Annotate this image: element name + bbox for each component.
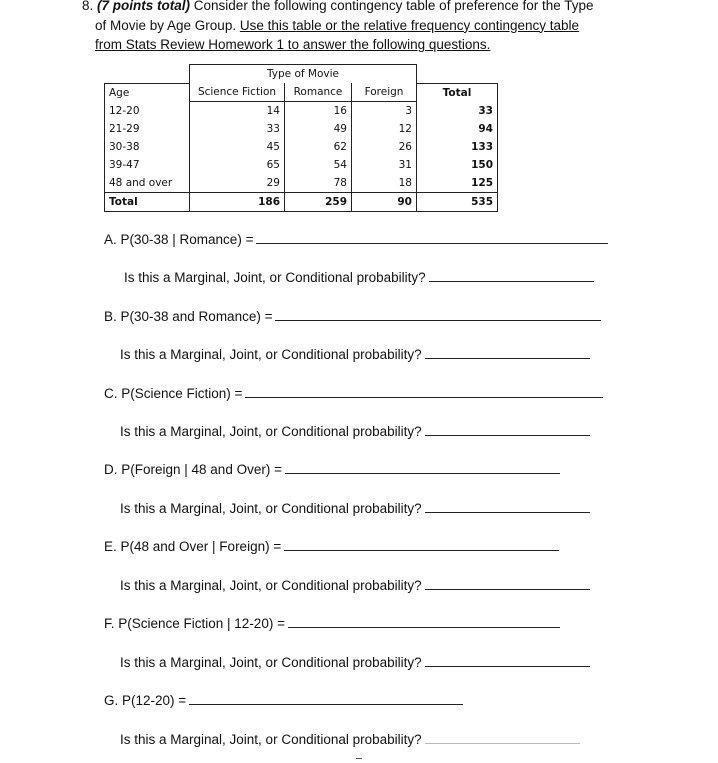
answer-blank-a[interactable] [256,231,608,244]
row-total-cell: 33 [417,102,498,121]
age-cell: 48 and over [105,174,190,193]
header-underlined-2: Use this table or the relative frequency contingency table [239,17,580,33]
question-g-text: G. P(12-20) = [104,693,187,708]
followup-f-text: Is this a Marginal, Joint, or Conditional probability? [120,655,422,670]
table-row [105,138,498,156]
value-cell: 54 [285,156,352,174]
question-d-text: D. P(Foreign | 48 and Over) = [104,462,282,477]
question-f [104,615,560,631]
value-cell: 45 [190,138,285,156]
header-line-3 [82,35,682,55]
row-total-cell: 94 [417,120,498,138]
value-cell: 18 [352,174,417,193]
col-header-foreign: Foreign [352,83,417,102]
value-cell: 33 [190,120,285,138]
answer-blank-e[interactable] [284,538,559,551]
value-cell: 12 [352,120,417,138]
age-cell: 30-38 [105,138,190,156]
age-cell: 12-20 [105,102,190,121]
question-b [104,308,601,324]
grand-total-cell: 535 [417,193,498,212]
followup-g [120,731,580,747]
question-d [104,461,560,477]
followup-e [120,577,590,593]
value-cell: 78 [285,174,352,193]
question-number: 8. [82,0,94,13]
age-header: Age [105,83,190,102]
row-total-cell: 150 [417,156,498,174]
followup-d [120,500,590,516]
answer-blank-f[interactable] [288,615,560,628]
column-total-cell: 259 [285,193,352,212]
header-line-1 [82,0,682,16]
column-total-cell: 186 [190,193,285,212]
answer-blank-g[interactable] [189,692,463,705]
type-blank-g[interactable] [425,731,580,744]
question-f-text: F. P(Science Fiction | 12-20) = [104,616,285,631]
type-blank-e[interactable] [425,577,590,590]
followup-c [120,423,590,439]
question-c-text: C. P(Science Fiction) = [104,386,243,401]
question-e [104,538,559,554]
answer-blank-d[interactable] [285,461,560,474]
header-text-1: Consider the following contingency table of preference for the Type [190,0,594,13]
value-cell: 14 [190,102,285,121]
followup-c-text: Is this a Marginal, Joint, or Conditional probability? [120,424,422,439]
value-cell: 62 [285,138,352,156]
header-underlined-3: from Stats Review Homework 1 to answer the following questions. [95,37,491,52]
type-blank-a[interactable] [429,269,594,282]
row-total-cell: 125 [417,174,498,193]
column-total-cell: 90 [352,193,417,212]
followup-e-text: Is this a Marginal, Joint, or Conditional probability? [120,578,422,593]
answer-blank-c[interactable] [245,385,603,398]
col-header-romance: Romance [285,83,352,102]
value-cell: 29 [190,174,285,193]
question-b-text: B. P(30-38 and Romance) = [104,309,273,324]
value-cell: 65 [190,156,285,174]
type-of-movie-header: Type of Movie [190,65,417,84]
followup-a-text: Is this a Marginal, Joint, or Conditional probability? [124,270,426,285]
type-blank-d[interactable] [425,500,590,513]
age-cell: 39-47 [105,156,190,174]
points-label: (7 points total) [97,0,191,13]
value-cell: 49 [285,120,352,138]
followup-f [120,654,590,670]
total-header: Total [417,83,498,102]
value-cell: 26 [352,138,417,156]
question-header [82,0,682,55]
table-total-row [105,193,498,212]
followup-d-text: Is this a Marginal, Joint, or Conditional probability? [120,501,422,516]
question-g [104,692,463,708]
header-line-2 [82,16,682,36]
value-cell: 3 [352,102,417,121]
col-header-science-fiction: Science Fiction [190,83,285,102]
row-total-cell: 133 [417,138,498,156]
header-text-2: of Movie by Age Group. [95,17,240,33]
total-row-label: Total [105,193,190,212]
answer-blank-b[interactable] [275,308,601,321]
question-a-text: A. P(30-38 | Romance) = [104,232,254,247]
value-cell: 31 [352,156,417,174]
question-e-text: E. P(48 and Over | Foreign) = [104,539,282,554]
followup-b-text: Is this a Marginal, Joint, or Conditional probability? [120,347,422,362]
table-row [105,120,498,138]
followup-b [120,346,590,362]
type-blank-f[interactable] [425,654,590,667]
age-cell: 21-29 [105,120,190,138]
contingency-table [104,64,498,212]
page-edge-mark [356,758,362,759]
table-row [105,102,498,121]
type-blank-c[interactable] [425,423,590,436]
type-blank-b[interactable] [425,346,590,359]
question-c [104,385,603,401]
value-cell: 16 [285,102,352,121]
question-a [104,231,608,247]
table-row [105,174,498,193]
followup-g-text: Is this a Marginal, Joint, or Conditional probability? [120,732,422,747]
followup-a [124,269,594,285]
table-row [105,156,498,174]
